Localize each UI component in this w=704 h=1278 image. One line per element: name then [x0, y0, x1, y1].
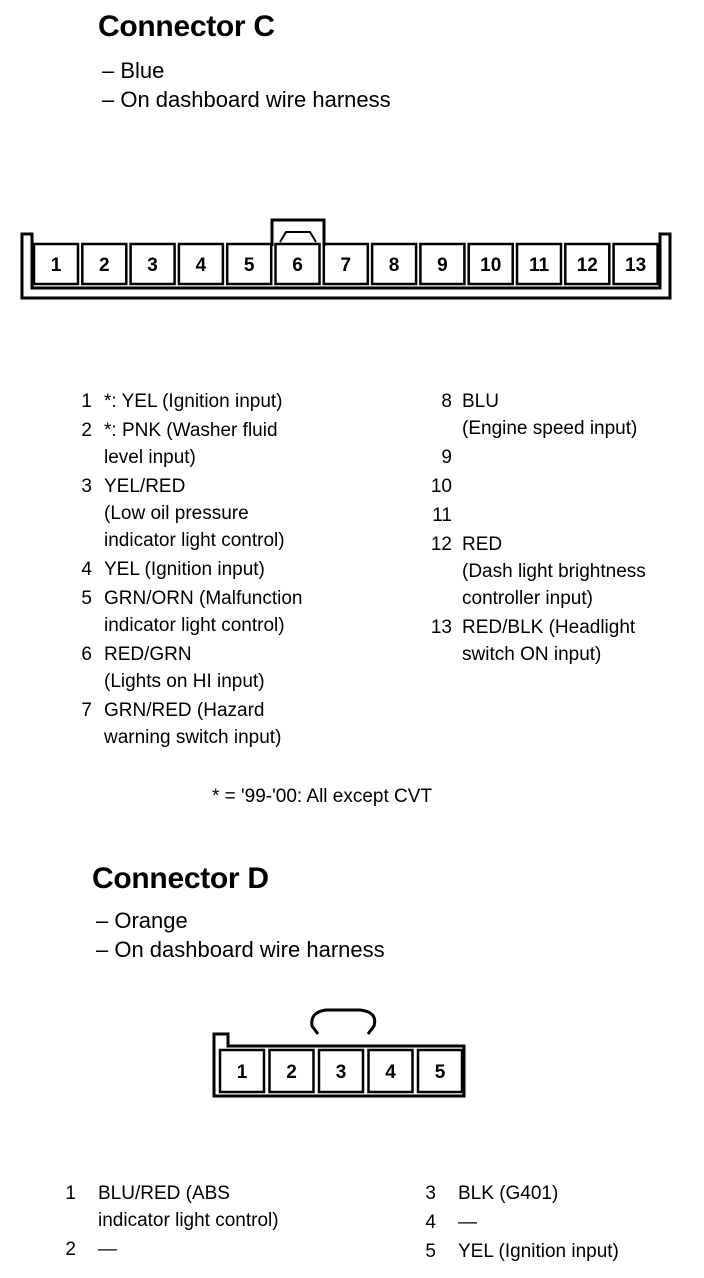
pin-number: 2	[65, 1239, 76, 1260]
pin-number: 4	[425, 1212, 436, 1233]
pin-row	[420, 502, 700, 529]
cavity-number: 4	[385, 1061, 396, 1083]
pin-number: 4	[81, 559, 92, 580]
pin-number: 6	[81, 644, 92, 665]
cavity-number: 8	[388, 254, 400, 276]
pin-row	[70, 697, 360, 751]
connector-d-diagram	[0, 1000, 704, 1110]
cavity-number: 4	[195, 254, 207, 276]
connector-d-pin-list-left	[60, 1180, 380, 1265]
pin-row	[70, 417, 360, 471]
pin-row	[60, 1236, 380, 1263]
pin-description: *: PNK (Washer fluid level input)	[104, 420, 278, 468]
pin-row	[70, 585, 360, 639]
cavity-number: 7	[340, 254, 352, 276]
connector-c-location: – On dashboard wire harness	[102, 87, 391, 112]
pin-number: 10	[430, 476, 452, 497]
pin-row	[420, 614, 700, 668]
pin-row	[70, 556, 360, 583]
cavity-number: 13	[625, 254, 647, 276]
connector-c-details	[102, 56, 391, 114]
pin-description: RED/GRN (Lights on HI input)	[104, 644, 265, 692]
pin-number: 3	[81, 476, 92, 497]
pin-row	[70, 641, 360, 695]
cavity-number: 3	[147, 254, 158, 276]
pin-description: RED/BLK (Headlight switch ON input)	[462, 617, 636, 665]
connector-d-details	[96, 906, 385, 964]
pin-row	[414, 1180, 694, 1207]
pin-number: 8	[441, 391, 452, 412]
cavity-number: 1	[236, 1061, 248, 1083]
connector-c-pin-list-right	[420, 388, 700, 670]
pin-description: BLU (Engine speed input)	[462, 391, 638, 439]
pin-number: 9	[441, 447, 452, 468]
connector-d-location: – On dashboard wire harness	[96, 937, 385, 962]
pin-description: YEL (Ignition input)	[458, 1241, 619, 1262]
pin-description: BLU/RED (ABS indicator light control)	[98, 1183, 279, 1231]
connector-c-pin-list-left	[70, 388, 360, 753]
cavity-number: 12	[576, 254, 598, 276]
pin-row	[420, 444, 700, 471]
connector-c-title: Connector C	[98, 10, 275, 43]
pin-description: YEL (Ignition input)	[104, 559, 265, 580]
pin-description: GRN/ORN (Malfunction indicator light control)	[104, 588, 303, 636]
pin-number: 13	[430, 617, 452, 638]
pin-description: RED (Dash light brightness controller input)	[462, 534, 646, 609]
cavity-number: 6	[292, 254, 303, 276]
pin-row	[70, 473, 360, 554]
cavity-number: 5	[434, 1061, 446, 1083]
pin-description: —	[458, 1212, 477, 1233]
pin-description: YEL/RED (Low oil pressure indicator light control)	[104, 476, 285, 551]
connector-d-pin-list-right	[414, 1180, 694, 1267]
connector-c-color: – Blue	[102, 58, 165, 83]
cavity-number: 5	[243, 254, 255, 276]
cavity-number: 2	[286, 1061, 297, 1083]
connector-d-title: Connector D	[92, 862, 269, 895]
pin-description: BLK (G401)	[458, 1183, 559, 1204]
pin-row	[420, 531, 700, 612]
cavity-number: 11	[528, 254, 550, 276]
pin-number: 2	[81, 420, 92, 441]
pin-row	[414, 1209, 694, 1236]
pin-description: *: YEL (Ignition input)	[104, 391, 283, 412]
pin-row	[414, 1238, 694, 1265]
pin-number: 12	[430, 534, 452, 555]
connector-d-color: – Orange	[96, 908, 188, 933]
pin-description: GRN/RED (Hazard warning switch input)	[104, 700, 282, 748]
pin-number: 7	[81, 700, 92, 721]
connector-c-footnote: * = '99-'00: All except CVT	[212, 786, 433, 807]
cavity-number: 9	[437, 254, 448, 276]
pin-number: 5	[425, 1241, 436, 1262]
cavity-number: 2	[99, 254, 110, 276]
pin-row	[70, 388, 360, 415]
pin-number: 11	[432, 505, 452, 526]
pin-number: 5	[81, 588, 92, 609]
pin-number: 1	[65, 1183, 76, 1204]
pin-number: 3	[425, 1183, 436, 1204]
connector-d-latch	[312, 1010, 375, 1034]
pin-row	[60, 1180, 380, 1234]
cavity-number: 3	[335, 1061, 347, 1083]
pin-description: —	[98, 1239, 117, 1260]
cavity-number: 10	[480, 254, 502, 276]
pin-number: 1	[81, 391, 92, 412]
pin-row	[420, 473, 700, 500]
cavity-number: 1	[50, 254, 62, 276]
connector-c-diagram	[0, 210, 704, 310]
pin-row	[420, 388, 700, 442]
